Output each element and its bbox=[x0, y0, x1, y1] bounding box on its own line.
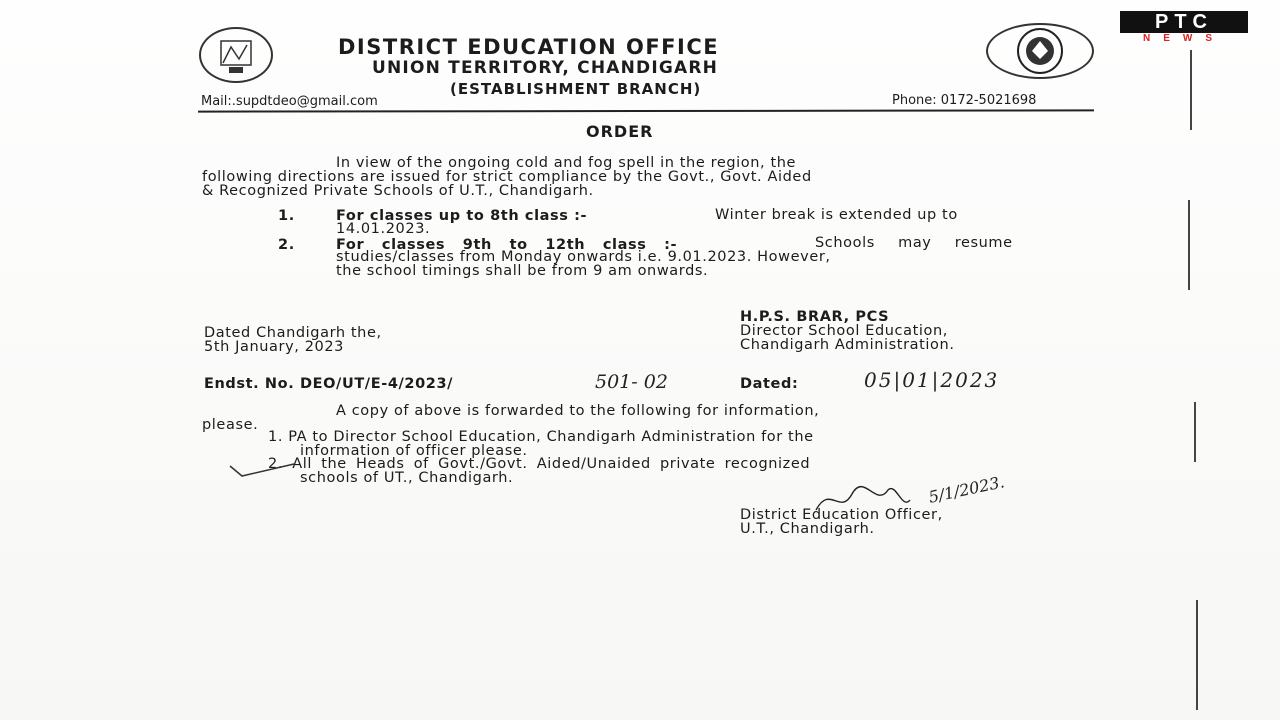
right-seal-icon bbox=[986, 23, 1094, 79]
intro-line: In view of the ongoing cold and fog spell in the region, the bbox=[336, 155, 797, 171]
margin-line bbox=[1188, 200, 1190, 290]
margin-line bbox=[1196, 600, 1198, 710]
endorsement-date-handwritten: 05|01|2023 bbox=[864, 368, 1000, 392]
dated-place: Dated Chandigarh the, bbox=[204, 325, 382, 341]
signatory-name: H.P.S. BRAR, PCS bbox=[740, 309, 890, 325]
copy-recipient: schools of UT., Chandigarh. bbox=[300, 470, 514, 486]
order-item-text: Winter break is extended up to bbox=[715, 207, 958, 223]
intro-line: & Recognized Private Schools of U.T., Chandigarh. bbox=[202, 183, 594, 199]
copy-intro: please. bbox=[202, 417, 259, 433]
ptc-logo: PTC bbox=[1120, 11, 1248, 33]
margin-line bbox=[1194, 402, 1196, 462]
dated-date: 5th January, 2023 bbox=[204, 339, 344, 355]
intro-line: following directions are issued for strict compliance by the Govt., Govt. Aided bbox=[202, 169, 812, 185]
header-divider bbox=[198, 109, 1094, 112]
news-logo: NEWS bbox=[1143, 33, 1225, 44]
order-heading: ORDER bbox=[586, 122, 654, 141]
copy-recipient: 2. All the Heads of Govt./Govt. Aided/Unaided private recognized bbox=[268, 456, 811, 472]
phone-number: Phone: 0172-5021698 bbox=[892, 93, 1037, 108]
endorsement-number-handwritten: 501- 02 bbox=[595, 371, 668, 393]
endorsement-number-label: Endst. No. DEO/UT/E-4/2023/ bbox=[204, 376, 454, 392]
signature-date-handwritten: 5/1/2023. bbox=[926, 472, 1007, 507]
signatory-office: Chandigarh Administration. bbox=[740, 337, 955, 353]
issuer-designation: District Education Officer, bbox=[740, 507, 943, 523]
office-subtitle: UNION TERRITORY, CHANDIGARH bbox=[372, 58, 719, 78]
order-item-text: studies/classes from Monday onwards i.e. 9.01.2023. However, bbox=[336, 249, 831, 265]
order-item-heading: For classes 9th to 12th class :- bbox=[336, 237, 678, 253]
order-item-heading: For classes up to 8th class :- bbox=[336, 208, 588, 224]
branch-name: (ESTABLISHMENT BRANCH) bbox=[450, 80, 702, 98]
office-title: DISTRICT EDUCATION OFFICE bbox=[338, 35, 720, 59]
copy-recipient: 1. PA to Director School Education, Chandigarh Administration for the bbox=[268, 429, 814, 445]
copy-recipient: information of officer please. bbox=[300, 443, 528, 459]
order-item-number: 1. bbox=[278, 208, 295, 224]
endorsement-dated-label: Dated: bbox=[740, 376, 799, 392]
order-item-text: the school timings shall be from 9 am onwards. bbox=[336, 263, 709, 279]
order-item-text: Schools may resume bbox=[815, 235, 1013, 251]
order-item-text: 14.01.2023. bbox=[336, 221, 431, 237]
margin-line bbox=[1190, 50, 1192, 130]
email-address: Mail:.supdtdeo@gmail.com bbox=[201, 94, 378, 109]
left-emblem-icon bbox=[199, 27, 273, 83]
tick-mark-icon bbox=[228, 458, 298, 480]
copy-intro: A copy of above is forwarded to the following for information, bbox=[336, 403, 820, 419]
signatory-designation: Director School Education, bbox=[740, 323, 949, 339]
issuer-location: U.T., Chandigarh. bbox=[740, 521, 875, 537]
order-item-number: 2. bbox=[278, 237, 295, 253]
